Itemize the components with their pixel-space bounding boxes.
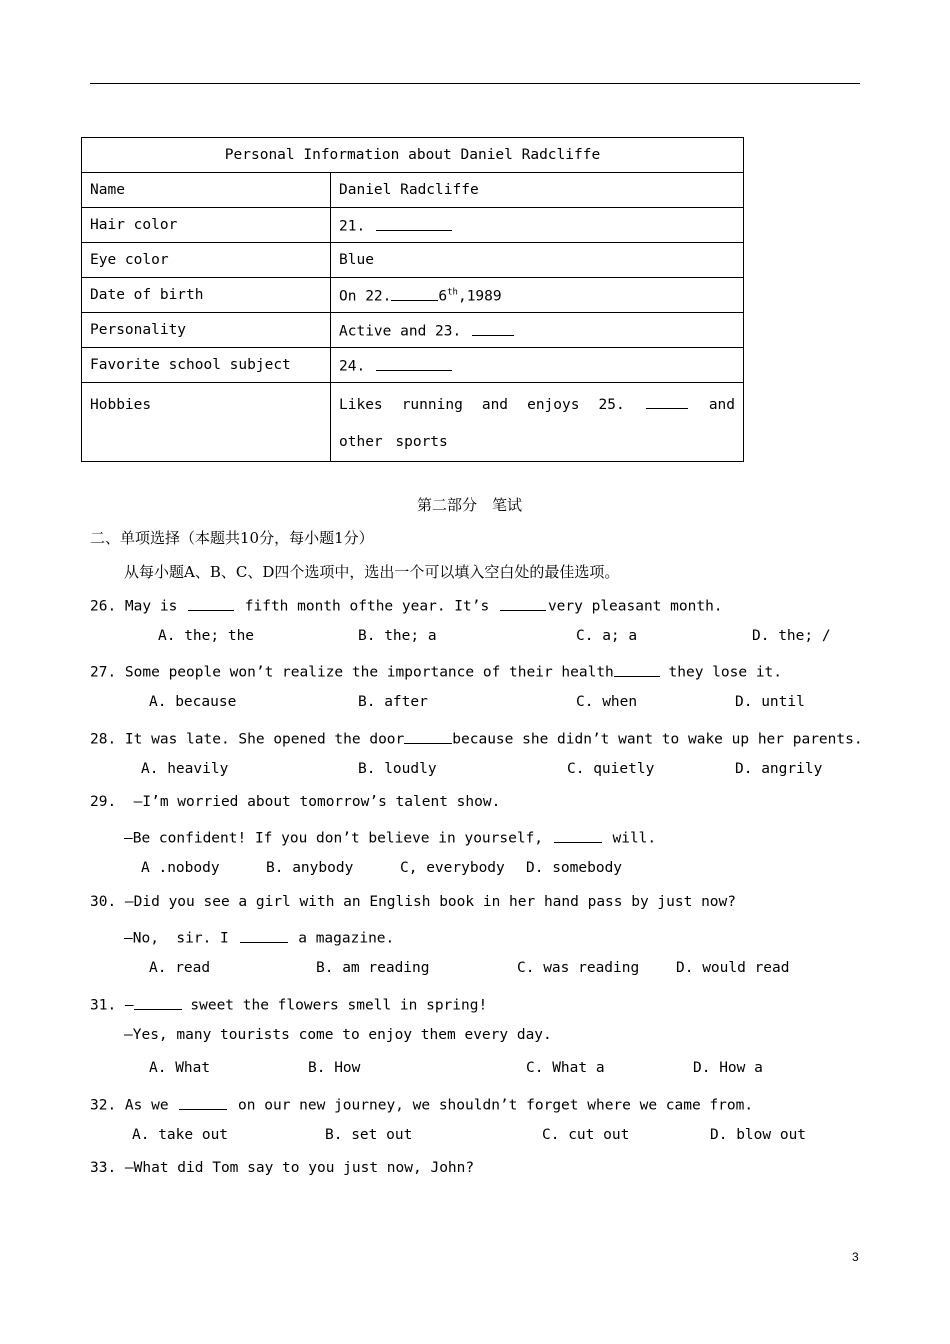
question-text: 26. May is <box>90 598 187 615</box>
answer-blank[interactable] <box>376 215 452 231</box>
option-d[interactable]: D. the; / <box>752 628 831 644</box>
row-value-text: Likes running and enjoys 25. <box>339 397 644 413</box>
dialogue-line <box>124 827 656 847</box>
row-value-text: On 22. <box>339 288 392 305</box>
option-a[interactable]: A. take out <box>132 1127 229 1143</box>
answer-blank[interactable] <box>554 827 602 843</box>
question-text: 28. It was late. She opened the door <box>90 731 405 748</box>
question-text: very pleasant month. <box>547 598 723 615</box>
option-d[interactable]: D. blow out <box>710 1127 807 1143</box>
question-text: 27. Some people won’t realize the importance of their health <box>90 664 614 681</box>
option-b[interactable]: B. after <box>358 694 428 710</box>
question-32 <box>90 1094 753 1114</box>
question-30: 30. —Did you see a girl with an English book in her hand pass by just now? <box>90 894 737 910</box>
option-c[interactable]: C, everybody <box>400 860 505 876</box>
option-b[interactable]: B. set out <box>325 1127 413 1143</box>
question-text: —No, sir. I <box>124 930 238 947</box>
row-label: Hair color <box>82 208 331 243</box>
option-a[interactable]: A. What <box>149 1060 211 1076</box>
question-text: on our new journey, we shouldn’t forget where we came from. <box>229 1097 754 1114</box>
table-row <box>82 208 744 243</box>
answer-blank[interactable] <box>134 994 182 1010</box>
question-text: fifth month ofthe year. It’s <box>236 598 498 615</box>
dialogue-line <box>124 927 394 947</box>
table-row <box>82 173 744 208</box>
row-value-text: 24. <box>339 358 374 375</box>
question-text: a magazine. <box>289 930 395 947</box>
question-26 <box>90 595 723 615</box>
option-b[interactable]: B. loudly <box>358 761 437 777</box>
row-value: Daniel Radcliffe <box>331 173 744 208</box>
option-a[interactable]: A. because <box>149 694 237 710</box>
answer-blank[interactable] <box>500 595 546 611</box>
option-c[interactable]: C. a; a <box>576 628 638 644</box>
row-label: Name <box>82 173 331 208</box>
answer-blank[interactable] <box>404 728 452 744</box>
personal-info-table <box>81 137 744 462</box>
answer-blank[interactable] <box>391 285 438 301</box>
ordinal-suffix: th <box>447 287 458 298</box>
answer-blank[interactable] <box>472 320 514 336</box>
question-27 <box>90 661 782 681</box>
option-b[interactable]: B. am reading <box>316 960 430 976</box>
option-c[interactable]: C. was reading <box>517 960 640 976</box>
question-text: because she didn’t want to wake up her parents. <box>452 731 863 748</box>
question-text: 31. — <box>90 997 134 1014</box>
question-33: 33. —What did Tom say to you just now, John? <box>90 1160 475 1176</box>
option-b[interactable]: B. How <box>308 1060 361 1076</box>
row-value: Blue <box>331 243 744 278</box>
answer-blank[interactable] <box>646 394 688 410</box>
table-row <box>82 348 744 383</box>
row-value <box>331 313 744 348</box>
answer-blank[interactable] <box>614 661 660 677</box>
option-c[interactable]: C. cut out <box>542 1127 630 1143</box>
option-d[interactable]: D. How a <box>693 1060 763 1076</box>
question-text: sweet the flowers smell in spring! <box>181 997 488 1014</box>
option-a[interactable]: A .nobody <box>141 860 220 876</box>
option-b[interactable]: B. the; a <box>358 628 437 644</box>
option-d[interactable]: D. until <box>735 694 805 710</box>
row-value-text: ,1989 <box>457 288 502 305</box>
row-value-text: 6 <box>438 288 448 305</box>
question-31 <box>90 994 487 1014</box>
option-a[interactable]: A. the; the <box>158 628 255 644</box>
option-a[interactable]: A. read <box>149 960 211 976</box>
row-value-text: 21. <box>339 218 374 235</box>
option-d[interactable]: D. angrily <box>735 761 823 777</box>
question-text: will. <box>603 830 657 847</box>
row-label: Favorite school subject <box>82 348 331 383</box>
question-text: —Be confident! If you don’t believe in yourself, <box>124 830 552 847</box>
option-d[interactable]: D. would read <box>676 960 790 976</box>
row-value-text: Active and 23. <box>339 323 470 340</box>
question-28 <box>90 728 863 748</box>
answer-blank[interactable] <box>376 355 452 371</box>
dialogue-line: —Yes, many tourists come to enjoy them every day. <box>124 1027 552 1043</box>
option-b[interactable]: B. anybody <box>266 860 354 876</box>
option-a[interactable]: A. heavily <box>141 761 229 777</box>
row-value <box>331 383 744 462</box>
option-d[interactable]: D. somebody <box>526 860 623 876</box>
question-text: 32. As we <box>90 1097 178 1114</box>
answer-blank[interactable] <box>240 927 288 943</box>
header-rule <box>90 83 860 84</box>
table-row <box>82 383 744 462</box>
row-label: Hobbies <box>82 383 331 462</box>
row-value <box>331 278 744 313</box>
question-29: 29. —I’m worried about tomorrow’s talent show. <box>90 794 501 810</box>
page-number: 3 <box>852 1250 859 1264</box>
row-value-text: and other sports <box>339 397 736 450</box>
option-c[interactable]: C. when <box>576 694 638 710</box>
option-c[interactable]: C. What a <box>526 1060 605 1076</box>
part-title: 第二部分 笔试 <box>417 496 523 514</box>
row-label: Date of birth <box>82 278 331 313</box>
table-row <box>82 278 744 313</box>
answer-blank[interactable] <box>179 1094 227 1110</box>
row-label: Personality <box>82 313 331 348</box>
section-heading: 二、单项选择（本题共10分，每小题1分） <box>90 529 374 547</box>
row-value <box>331 208 744 243</box>
table-caption-row <box>82 138 744 173</box>
table-row <box>82 243 744 278</box>
table-row <box>82 313 744 348</box>
answer-blank[interactable] <box>188 595 234 611</box>
question-text: they lose it. <box>659 664 783 681</box>
section-instruction: 从每小题A、B、C、D四个选项中，选出一个可以填入空白处的最佳选项。 <box>124 563 620 581</box>
row-label: Eye color <box>82 243 331 278</box>
table-caption: Personal Information about Daniel Radcliffe <box>82 138 744 173</box>
option-c[interactable]: C. quietly <box>567 761 655 777</box>
row-value <box>331 348 744 383</box>
